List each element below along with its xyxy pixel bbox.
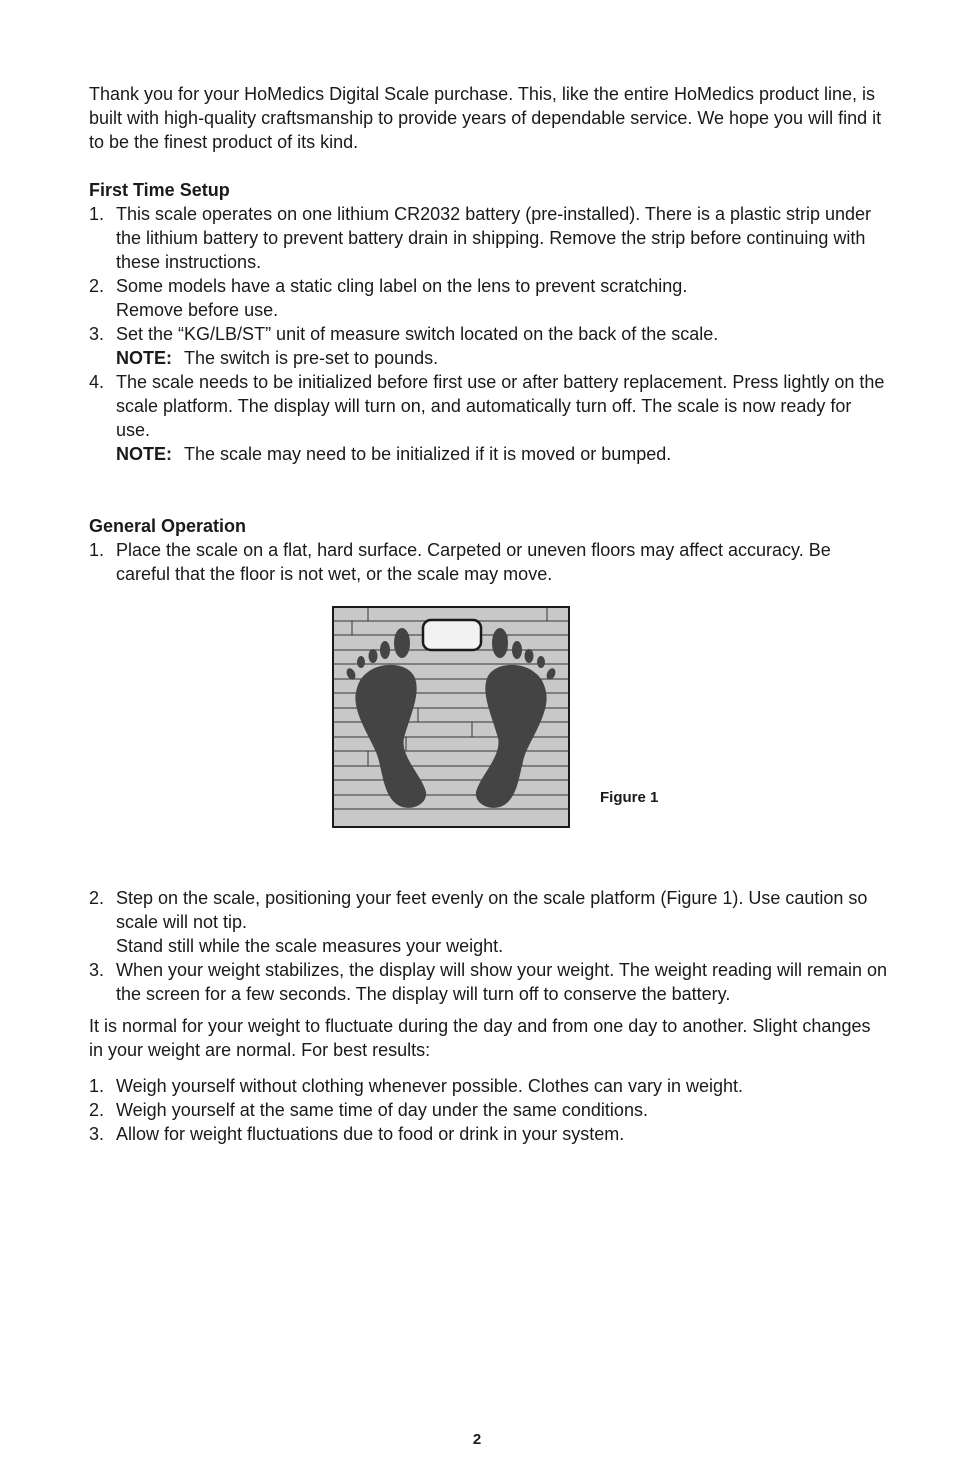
item-number: 3. — [89, 324, 105, 344]
item-text: The scale needs to be initialized before first use or after battery replacement. Press lightly on the scale platform. The display will turn on, and automatically turn off. The scale is now ready for use. — [116, 372, 885, 440]
item-number: 1. — [89, 540, 105, 560]
general-list-part-1 — [89, 538, 889, 586]
note-line — [116, 346, 889, 370]
general-item-1 — [89, 538, 889, 586]
item-text: Allow for weight fluctuations due to food or drink in your system. — [116, 1124, 625, 1144]
item-number: 3. — [89, 960, 105, 980]
best-results-list — [89, 1074, 889, 1146]
figure-1 — [89, 586, 889, 886]
setup-item-1 — [89, 202, 889, 274]
note-line — [116, 442, 889, 466]
general-list-part-2 — [89, 886, 889, 1006]
setup-item-2 — [89, 274, 889, 322]
item-number: 1. — [89, 204, 105, 224]
item-number: 2. — [89, 1100, 105, 1120]
figure-caption: Figure 1 — [600, 789, 659, 806]
best-results-item-1 — [89, 1074, 889, 1098]
note-text: The switch is pre-set to pounds. — [184, 348, 439, 368]
item-number: 2. — [89, 888, 105, 908]
item-text: This scale operates on one lithium CR2032 battery (pre-installed). There is a plastic strip under the lithium battery to prevent battery drain in shipping. Remove the strip before continuing with these instructions. — [116, 204, 872, 272]
best-results-item-3 — [89, 1122, 889, 1146]
item-text: Remove before use. — [116, 300, 279, 320]
general-item-2 — [89, 886, 889, 958]
page-number: 2 — [472, 1431, 482, 1448]
item-number: 1. — [89, 1076, 105, 1096]
item-text: Weigh yourself at the same time of day under the same conditions. — [116, 1100, 648, 1120]
general-item-3 — [89, 958, 889, 1006]
scale-illustration — [332, 606, 570, 828]
item-text: When your weight stabilizes, the display will show your weight. The weight reading will remain on the screen for a few seconds. The display will turn off to conserve the battery. — [116, 960, 888, 1004]
note-text: The scale may need to be initialized if it is moved or bumped. — [184, 444, 672, 464]
first-time-setup-heading: First Time Setup — [89, 180, 230, 200]
setup-item-3 — [89, 322, 889, 370]
item-number: 2. — [89, 276, 105, 296]
item-number: 4. — [89, 372, 105, 392]
general-operation-heading: General Operation — [89, 516, 247, 536]
setup-item-4 — [89, 370, 889, 466]
setup-list — [89, 202, 889, 466]
display-window — [423, 620, 481, 650]
item-text: Some models have a static cling label on the lens to prevent scratching. — [116, 276, 688, 296]
manual-page — [89, 82, 889, 1146]
item-text: Step on the scale, positioning your feet evenly on the scale platform (Figure 1). Use caution so scale will not tip. — [116, 888, 868, 932]
intro-paragraph: Thank you for your HoMedics Digital Scale purchase. This, like the entire HoMedics product line, is built with high-quality craftsmanship to provide years of dependable service. We hope you will find it to be the finest product of its kind. — [89, 84, 882, 152]
item-text: Stand still while the scale measures your weight. — [116, 936, 504, 956]
item-number: 3. — [89, 1124, 105, 1144]
best-results-item-2 — [89, 1098, 889, 1122]
note-label: NOTE: — [116, 444, 172, 464]
item-text: Place the scale on a flat, hard surface. Carpeted or uneven floors may affect accuracy. Be careful that the floor is not wet, or the scale may move. — [116, 540, 831, 584]
note-label: NOTE: — [116, 348, 172, 368]
item-text: Weigh yourself without clothing whenever possible. Clothes can vary in weight. — [116, 1076, 743, 1096]
item-text: Set the “KG/LB/ST” unit of measure switch located on the back of the scale. — [116, 324, 719, 344]
fluctuation-paragraph: It is normal for your weight to fluctuate during the day and from one day to another. Slight changes in your weight are normal. For best results: — [89, 1016, 871, 1060]
